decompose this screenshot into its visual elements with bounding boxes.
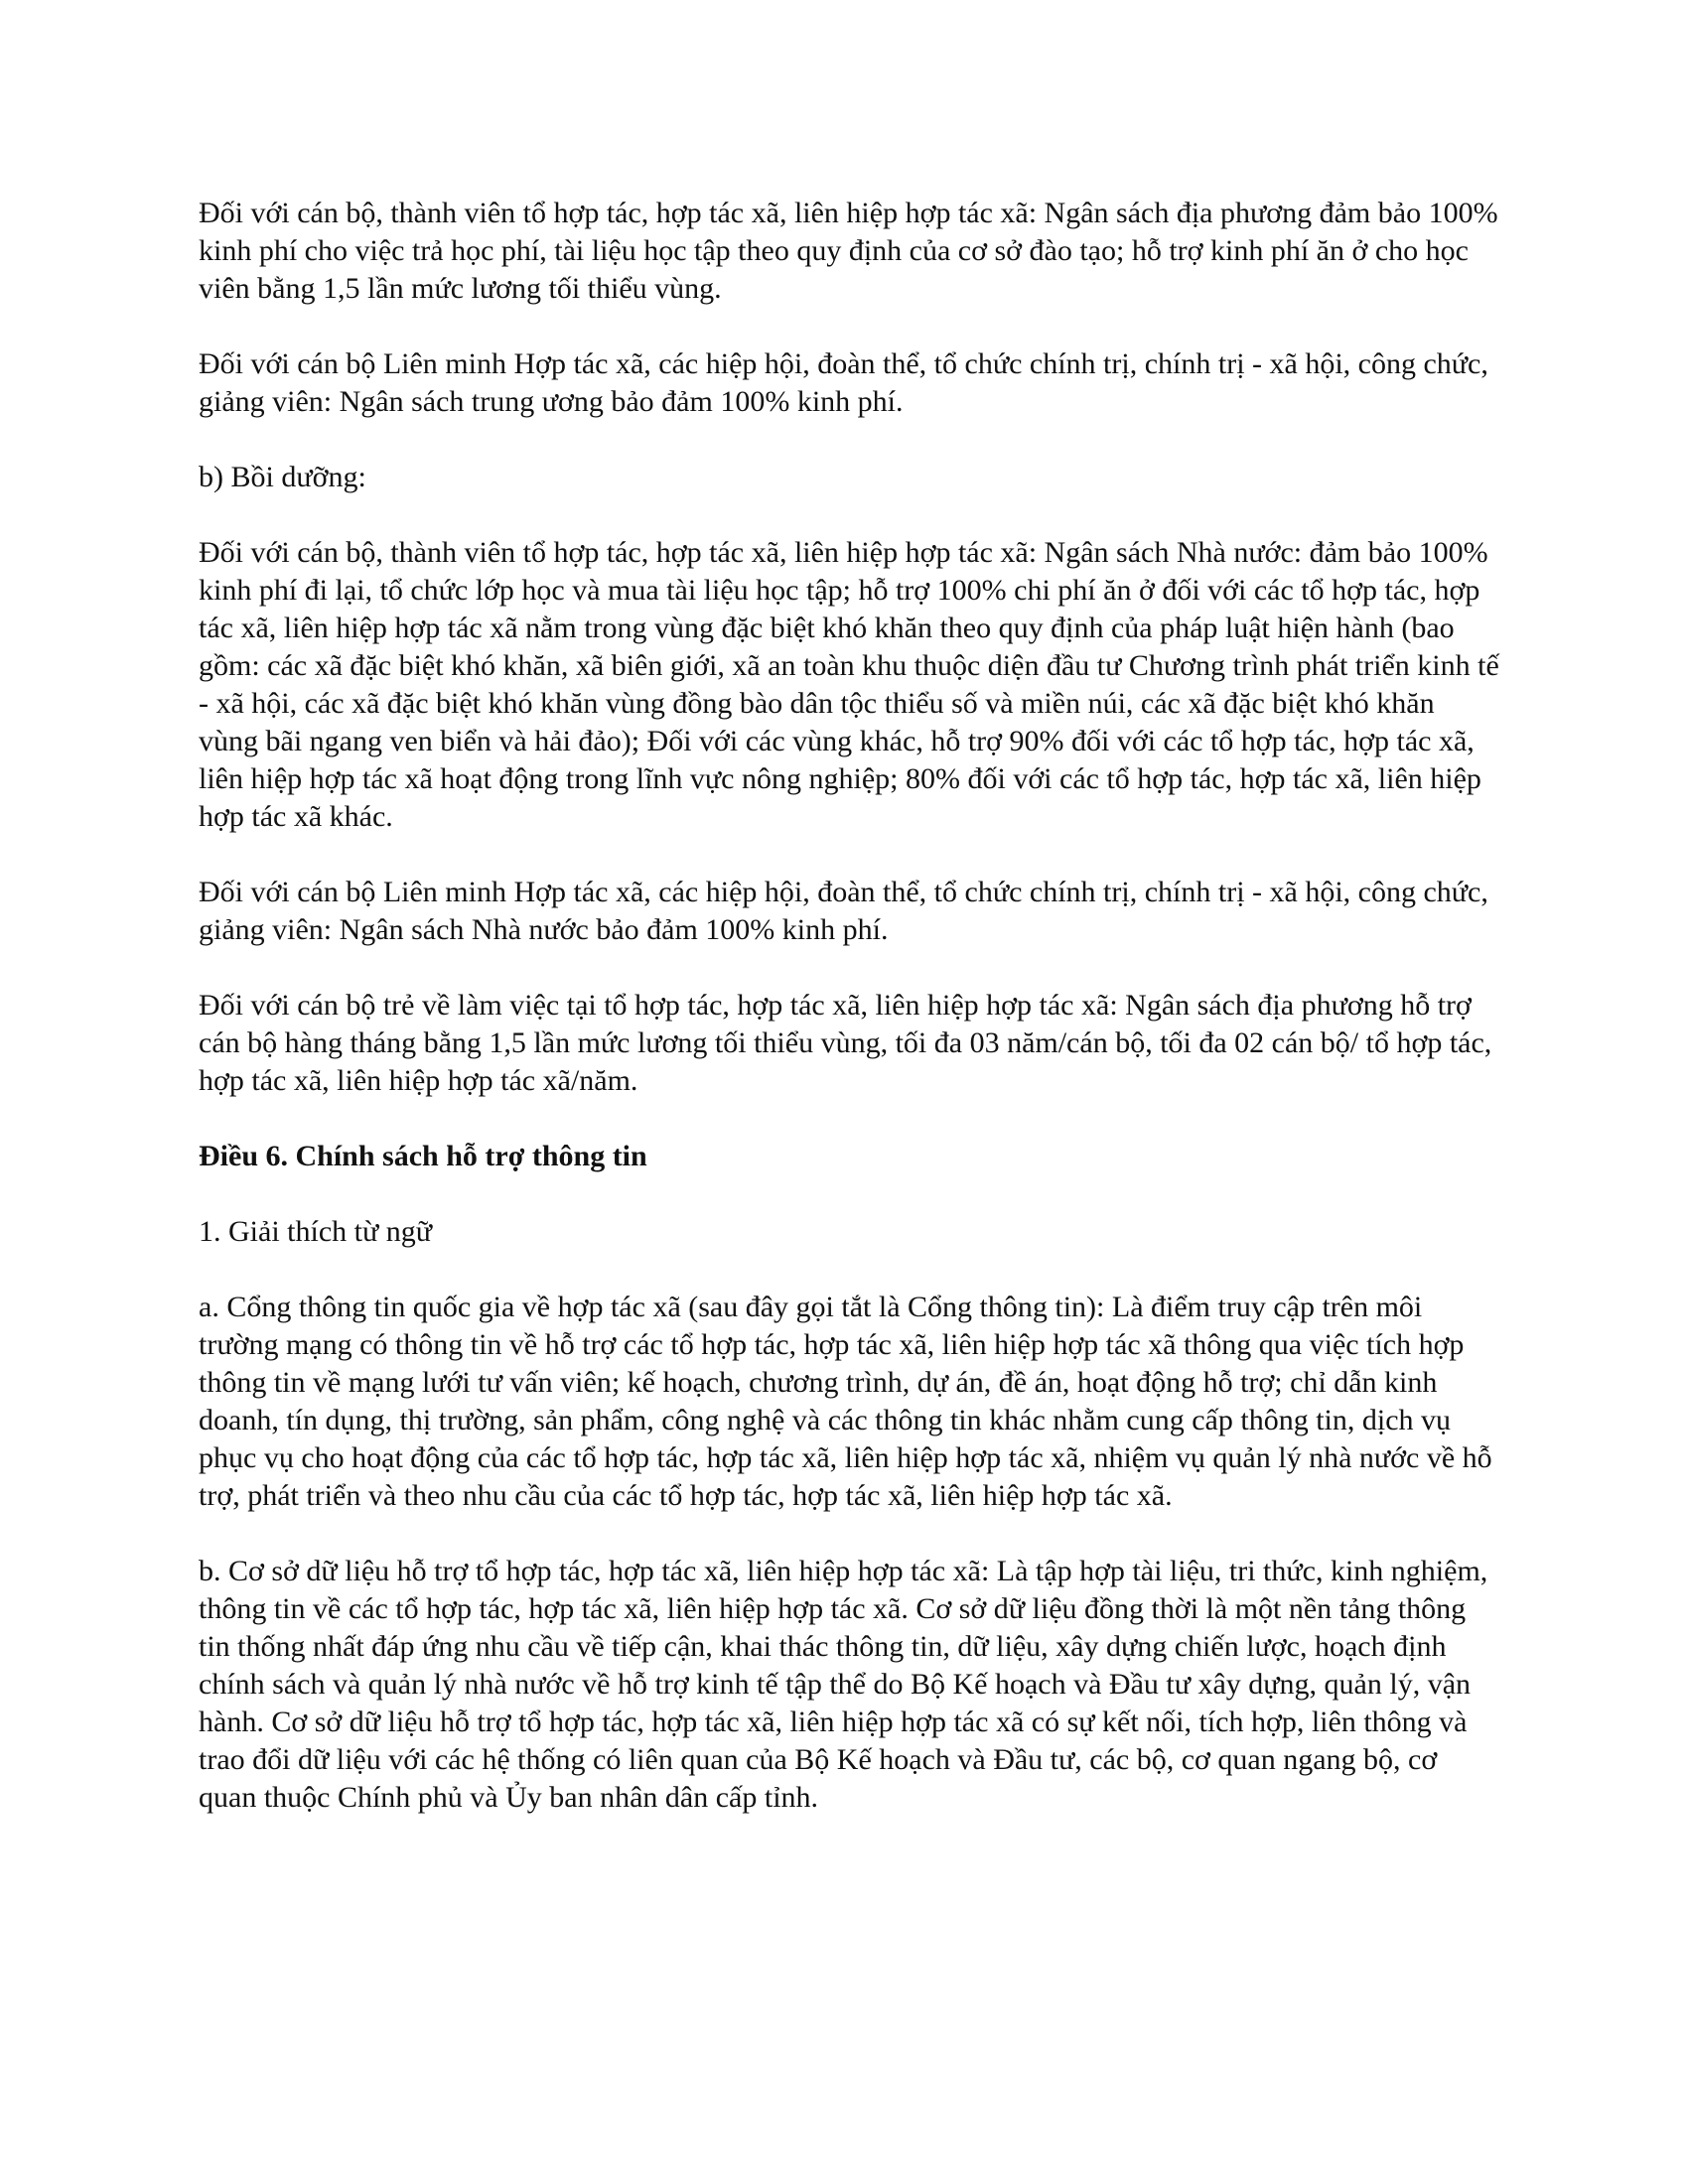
paragraph-local-budget-training: Đối với cán bộ, thành viên tổ hợp tác, hợp tác xã, liên hiệp hợp tác xã: Ngân sách địa phương đảm bảo 100% kinh phí cho việc trả học phí, tài liệu học tập theo quy định của cơ sở đào tạo; hỗ trợ kinh phí ăn ở cho học viên bằng 1,5 lần mức lương tối thiểu vùng. [199, 197, 1498, 305]
article-6-heading: Điều 6. Chính sách hỗ trợ thông tin [199, 1140, 647, 1172]
subheading-boi-duong: b) Bồi dưỡng: [199, 461, 366, 493]
paragraph-state-budget-officials: Đối với cán bộ Liên minh Hợp tác xã, các hiệp hội, đoàn thể, tổ chức chính trị, chính trị - xã hội, công chức, giảng viên: Ngân sách Nhà nước bảo đảm 100% kinh phí. [199, 876, 1488, 946]
paragraph-database-definition: b. Cơ sở dữ liệu hỗ trợ tổ hợp tác, hợp tác xã, liên hiệp hợp tác xã: Là tập hợp tài liệu, tri thức, kinh nghiệm, thông tin về các tổ hợp tác, hợp tác xã, liên hiệp hợp tác xã. Cơ sở dữ liệu đồng thời là một nền tảng thông tin thống nhất đáp ứng nhu cầu về tiếp cận, khai thác thông tin, dữ liệu, xây dựng chiến lược, hoạch định chính sách và quản lý nhà nước về hỗ trợ kinh tế tập thể do Bộ Kế hoạch và Đầu tư xây dựng, quản lý, vận hành. Cơ sở dữ liệu hỗ trợ tổ hợp tác, hợp tác xã, liên hiệp hợp tác xã có sự kết nối, tích hợp, liên thông và trao đổi dữ liệu với các hệ thống có liên quan của Bộ Kế hoạch và Đầu tư, các bộ, cơ quan ngang bộ, cơ quan thuộc Chính phủ và Ủy ban nhân dân cấp tỉnh. [199, 1555, 1488, 1814]
paragraph-state-budget-fostering: Đối với cán bộ, thành viên tổ hợp tác, hợp tác xã, liên hiệp hợp tác xã: Ngân sách Nhà nước: đảm bảo 100% kinh phí đi lại, tổ chức lớp học và mua tài liệu học tập; hỗ trợ 100% chi phí ăn ở đối với các tổ hợp tác, hợp tác xã, liên hiệp hợp tác xã nằm trong vùng đặc biệt khó khăn theo quy định của pháp luật hiện hành (bao gồm: các xã đặc biệt khó khăn, xã biên giới, xã an toàn khu thuộc diện đầu tư Chương trình phát triển kinh tế - xã hội, các xã đặc biệt khó khăn vùng đồng bào dân tộc thiểu số và miền núi, các xã đặc biệt khó khăn vùng bãi ngang ven biển và hải đảo); Đối với các vùng khác, hỗ trợ 90% đối với các tổ hợp tác, hợp tác xã, liên hiệp hợp tác xã hoạt động trong lĩnh vực nông nghiệp; 80% đối với các tổ hợp tác, hợp tác xã, liên hiệp hợp tác xã khác. [199, 536, 1499, 833]
paragraph-young-officials-support: Đối với cán bộ trẻ về làm việc tại tổ hợp tác, hợp tác xã, liên hiệp hợp tác xã: Ngân sách địa phương hỗ trợ cán bộ hàng tháng bằng 1,5 lần mức lương tối thiểu vùng, tối đa 03 năm/cán bộ, tối đa 02 cán bộ/ tổ hợp tác, hợp tác xã, liên hiệp hợp tác xã/năm. [199, 989, 1492, 1097]
document-page [199, 195, 1499, 1854]
subheading-definitions: 1. Giải thích từ ngữ [199, 1215, 432, 1248]
paragraph-central-budget-training: Đối với cán bộ Liên minh Hợp tác xã, các hiệp hội, đoàn thể, tổ chức chính trị, chính trị - xã hội, công chức, giảng viên: Ngân sách trung ương bảo đảm 100% kinh phí. [199, 347, 1488, 418]
paragraph-info-portal-definition: a. Cổng thông tin quốc gia về hợp tác xã (sau đây gọi tắt là Cổng thông tin): Là điểm truy cập trên môi trường mạng có thông tin về hỗ trợ các tổ hợp tác, hợp tác xã, liên hiệp hợp tác xã thông qua việc tích hợp thông tin về mạng lưới tư vấn viên; kế hoạch, chương trình, dự án, đề án, hoạt động hỗ trợ; chỉ dẫn kinh doanh, tín dụng, thị trường, sản phẩm, công nghệ và các thông tin khác nhằm cung cấp thông tin, dịch vụ phục vụ cho hoạt động của các tổ hợp tác, hợp tác xã, liên hiệp hợp tác xã, nhiệm vụ quản lý nhà nước về hỗ trợ, phát triển và theo nhu cầu của các tổ hợp tác, hợp tác xã, liên hiệp hợp tác xã. [199, 1291, 1492, 1512]
